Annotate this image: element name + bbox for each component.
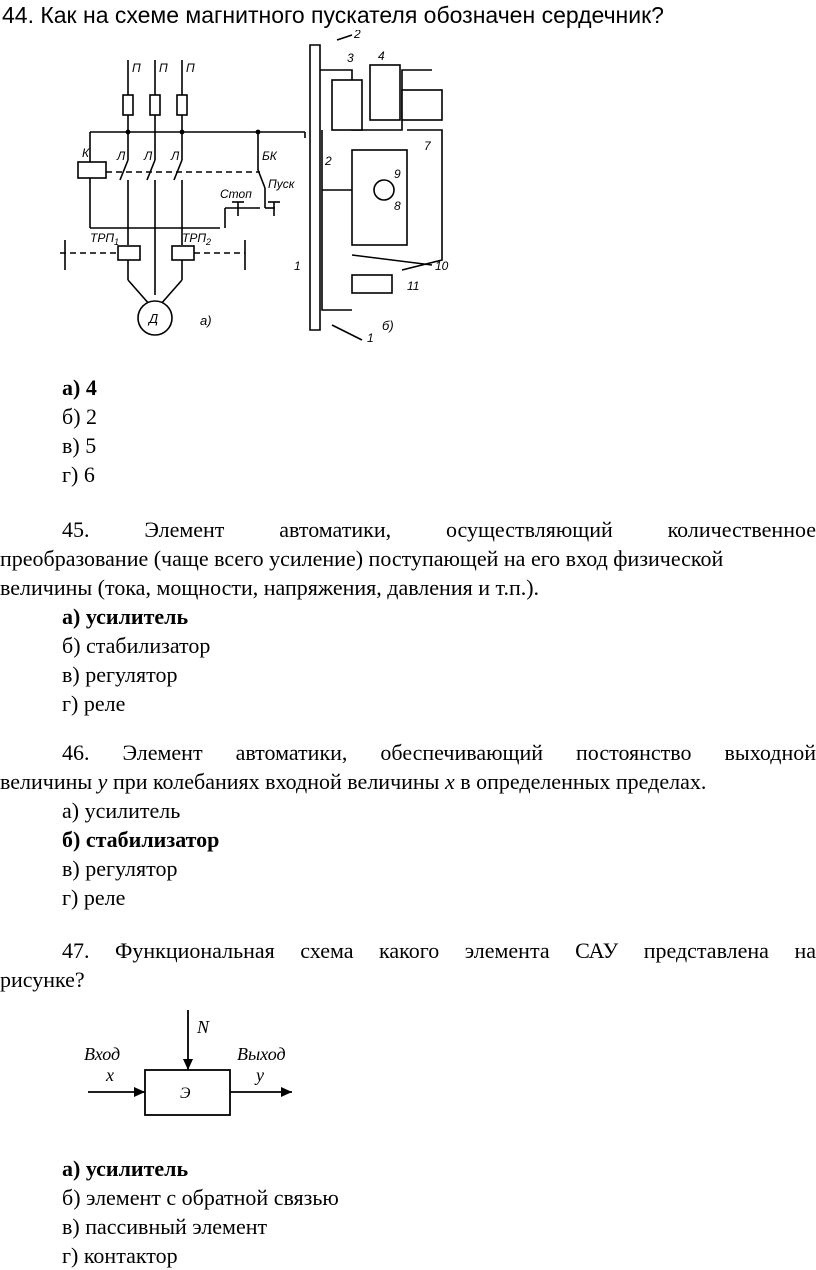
variable-x: x	[444, 769, 455, 794]
answer-option[interactable]: г) реле	[62, 885, 126, 910]
question-44-title: 44. Как на схеме магнитного пускателя обозначен сердечник?	[2, 2, 664, 28]
answer-option[interactable]: г) 6	[62, 462, 95, 487]
question-47-options	[0, 1154, 816, 1270]
answer-option[interactable]: в) регулятор	[62, 662, 178, 687]
answer-option[interactable]: в) пассивный элемент	[62, 1214, 268, 1239]
part-9-label: 9	[394, 167, 401, 181]
contact-3-label: Л	[171, 149, 180, 163]
question-45-text-line-1: 45. Элемент автоматики, осуществляющий количественное	[62, 517, 816, 542]
output-variable: y	[256, 1065, 264, 1085]
stop-button-label: Стоп	[220, 187, 252, 201]
output-terminal-label: 2	[354, 30, 361, 41]
output-label: Выход	[237, 1044, 286, 1064]
answer-option[interactable]: а) 4	[62, 375, 97, 400]
element-label: Э	[180, 1085, 191, 1102]
start-button-label: Пуск	[268, 177, 295, 191]
disturbance-label: N	[197, 1017, 210, 1037]
part-2-label: 2	[325, 154, 332, 168]
input-label: Вход	[84, 1044, 121, 1064]
coil-label: К	[82, 146, 90, 160]
part-3-label: 3	[347, 51, 354, 65]
part-4-label: 4	[378, 49, 385, 63]
starter-schematic-diagram	[60, 60, 310, 350]
fuse-3-label: П	[186, 61, 195, 75]
question-47	[0, 936, 816, 994]
part-8-label: 8	[394, 199, 401, 213]
answer-option[interactable]: а) усилитель	[62, 604, 189, 629]
question-45-text-line-2: преобразование (чаще всего усиление) поступающей на его вход физической	[0, 546, 724, 571]
answer-option[interactable]: в) регулятор	[62, 856, 178, 881]
starter-construction-diagram	[292, 30, 472, 350]
question-47-text-line-1: 47. Функциональная схема какого элемента САУ представлена на	[62, 938, 816, 963]
contact-1-label: Л	[117, 149, 126, 163]
thermal-relay-2-label: $ТРП_2$	[182, 231, 212, 247]
motor-label: Д	[149, 311, 159, 326]
variable-y: y	[97, 769, 108, 794]
answer-option[interactable]: а) усилитель	[62, 798, 181, 823]
question-46	[0, 738, 816, 912]
question-45	[0, 515, 816, 718]
question-47-text-line-2: рисунке?	[0, 967, 85, 992]
input-terminal-label: 1	[367, 331, 374, 345]
answer-option[interactable]: б) стабилизатор	[62, 633, 211, 658]
answer-option[interactable]: в) 5	[62, 433, 97, 458]
contact-2-label: Л	[144, 149, 153, 163]
answer-option[interactable]: б) элемент с обратной связью	[62, 1185, 339, 1210]
functional-scheme-figure	[80, 1005, 320, 1125]
part-10-label: 10	[435, 259, 449, 273]
question-46-text-line-1: 46. Элемент автоматики, обеспечивающий постоянство выходной	[62, 740, 816, 765]
part-11-label: 11	[407, 279, 420, 293]
answer-option[interactable]: б) 2	[62, 404, 98, 429]
question-44-options	[0, 373, 816, 489]
question-46-text-line-2: величины y при колебаниях входной величины x в определенных пределах.	[0, 769, 707, 794]
thermal-relay-1-label: $ТРП_1$	[90, 231, 120, 247]
fuse-2-label: П	[159, 61, 168, 75]
diagram-b-caption: б)	[382, 318, 394, 333]
aux-contact-label: БК	[262, 149, 277, 163]
answer-option[interactable]: г) реле	[62, 691, 126, 716]
answer-option[interactable]: а) усилитель	[62, 1156, 189, 1181]
answer-option[interactable]: г) контактор	[62, 1243, 178, 1268]
fuse-1-label: П	[132, 61, 141, 75]
part-1-label: 1	[294, 259, 301, 273]
input-variable: x	[106, 1065, 114, 1085]
diagram-a-caption: а)	[200, 313, 212, 328]
part-7-label: 7	[424, 139, 431, 153]
question-45-text-line-3: величины (тока, мощности, напряжения, давления и т.п.).	[0, 575, 540, 600]
answer-option[interactable]: б) стабилизатор	[62, 827, 220, 852]
